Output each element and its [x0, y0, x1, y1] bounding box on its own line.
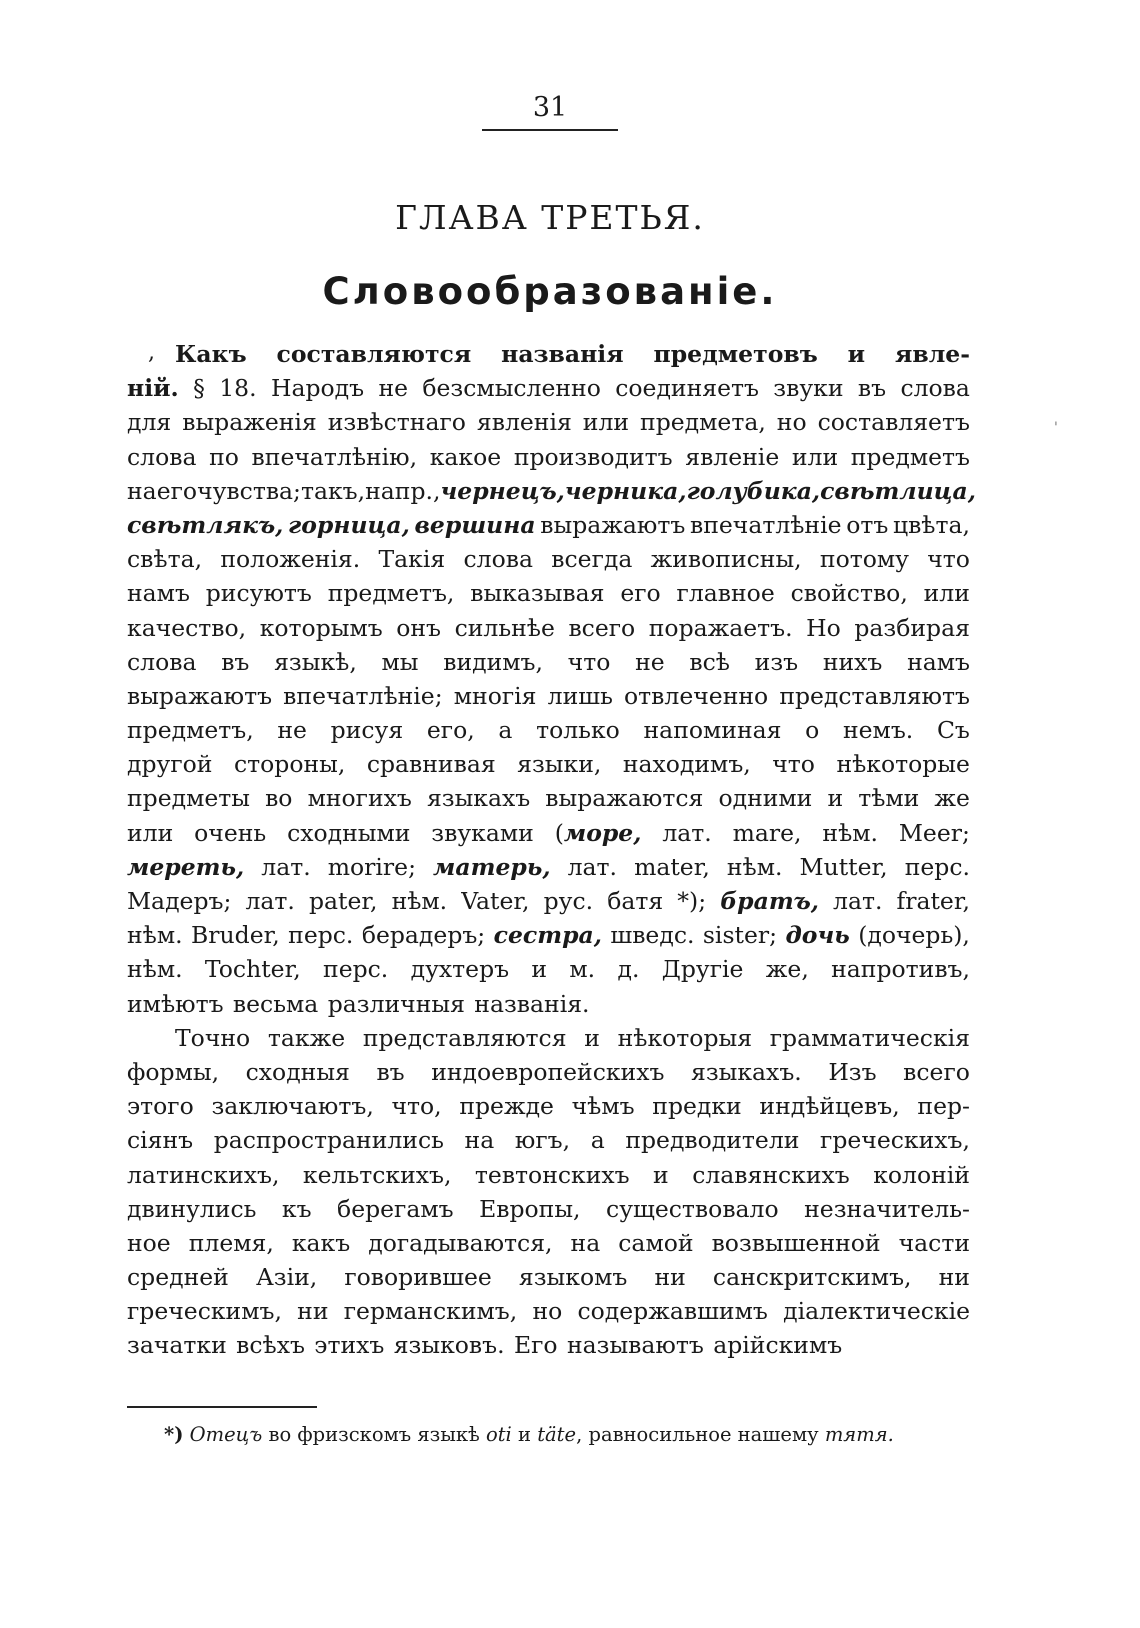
- word: нѣм.: [127, 955, 183, 984]
- word: перс.: [288, 921, 354, 950]
- word: зачатки: [127, 1331, 227, 1360]
- word: ное: [127, 1228, 171, 1257]
- word: что: [927, 545, 970, 574]
- word: его,: [426, 716, 475, 745]
- word: лишь: [547, 681, 613, 710]
- word: потому: [819, 545, 909, 574]
- word: братъ,: [720, 887, 819, 915]
- word: одними: [718, 784, 813, 813]
- word: свѣтлица,: [820, 476, 976, 505]
- word: видимъ,: [443, 647, 543, 676]
- word: pater,: [308, 887, 378, 915]
- word: Мадеръ;: [127, 887, 232, 915]
- word: его: [620, 579, 661, 608]
- text-line: [127, 371, 970, 405]
- margin-speck: ': [1054, 420, 1058, 436]
- word: сходныя: [245, 1057, 350, 1086]
- word: голубика,: [686, 476, 821, 505]
- word: что,: [391, 1092, 442, 1121]
- word: тѣми: [858, 784, 920, 813]
- word: такъ,: [300, 476, 366, 505]
- text-line: [127, 576, 970, 610]
- footnote-fragment: Отецъ: [189, 1423, 263, 1446]
- word: очень: [194, 818, 267, 847]
- word: племя,: [188, 1228, 274, 1257]
- word: всегда: [551, 545, 633, 574]
- word: рисуютъ: [205, 579, 312, 608]
- footnote-fragment: во фризскомъ языкѣ: [262, 1423, 486, 1446]
- text-line: [127, 1055, 970, 1089]
- word: на: [570, 1228, 601, 1257]
- word: для: [127, 408, 172, 437]
- word: mare,: [732, 818, 802, 847]
- word: югъ,: [514, 1126, 571, 1155]
- word: языкомъ: [518, 1263, 628, 1292]
- word: Его: [513, 1331, 558, 1360]
- word: главное: [676, 579, 775, 608]
- word: называютъ: [566, 1331, 704, 1360]
- word: матерь,: [433, 852, 551, 881]
- word: духтеръ: [410, 955, 510, 984]
- word: діалектическіе: [783, 1297, 970, 1326]
- word: другой: [127, 750, 213, 779]
- word: двинулись: [127, 1194, 257, 1223]
- word: чернецъ,: [440, 476, 565, 505]
- margin-mark: ,: [148, 340, 155, 365]
- word: явленія: [476, 408, 572, 437]
- word: черника,: [564, 476, 687, 505]
- word: выражаются: [545, 784, 704, 813]
- word: не: [378, 374, 409, 403]
- word: лат.: [662, 818, 712, 847]
- word: названія.: [474, 989, 590, 1018]
- word: предводители: [625, 1126, 800, 1155]
- footnote-fragment: и: [511, 1423, 538, 1446]
- word: представляются: [362, 1023, 567, 1052]
- word: предметъ,: [327, 579, 455, 608]
- text-line: [127, 918, 970, 952]
- word: составляетъ: [817, 408, 970, 437]
- word: къ: [281, 1194, 312, 1223]
- word: мереть,: [127, 852, 245, 881]
- word: Изъ: [828, 1057, 877, 1086]
- text-line: [127, 816, 970, 850]
- word: выражаютъ: [127, 681, 273, 710]
- word: или: [791, 442, 839, 471]
- word: м.: [569, 955, 596, 984]
- word: свѣтлякъ,: [127, 510, 284, 539]
- word: о: [805, 716, 820, 745]
- word: имѣютъ: [127, 989, 224, 1018]
- chapter-title: ГЛАВА ТРЕТЬЯ.: [395, 198, 705, 237]
- word: этого: [127, 1092, 194, 1121]
- text-line: [127, 884, 970, 918]
- word: но: [776, 408, 807, 437]
- word: нѣкоторыя: [617, 1023, 753, 1052]
- word: д.: [617, 955, 640, 984]
- word: распространились: [213, 1126, 444, 1155]
- word: берегамъ: [337, 1194, 454, 1223]
- word: впечатлѣніе: [689, 510, 842, 539]
- word: извѣстнаго: [327, 408, 466, 437]
- footnote-marker: *): [164, 1423, 184, 1446]
- word: Такія: [378, 545, 446, 574]
- word: цвѣта,: [892, 510, 970, 539]
- word: названія: [501, 340, 624, 368]
- text-line: [127, 952, 970, 986]
- word: *);: [677, 887, 707, 915]
- word: какое: [429, 442, 502, 471]
- word: morire;: [327, 852, 416, 881]
- word: звуками: [431, 818, 534, 847]
- word: изъ: [754, 647, 799, 676]
- text-line: [127, 1192, 970, 1226]
- footnote-text: [183, 1423, 893, 1446]
- word: качество,: [127, 613, 247, 642]
- word: предметъ,: [127, 716, 254, 745]
- text-line: [127, 337, 970, 371]
- word: берадеръ;: [361, 921, 486, 950]
- word: батя: [607, 887, 664, 915]
- word: также: [267, 1023, 346, 1052]
- page-number: 31: [532, 92, 568, 123]
- word: части: [898, 1228, 970, 1257]
- word: этихъ: [314, 1331, 385, 1360]
- word: арійскимъ: [713, 1331, 843, 1360]
- word: выраженія: [182, 408, 317, 437]
- word: (дочерь),: [858, 921, 970, 950]
- word: а: [590, 1126, 605, 1155]
- word: свѣта,: [127, 545, 203, 574]
- word: Mutter,: [799, 852, 888, 881]
- word: языкахъ: [426, 784, 531, 813]
- word: колоній: [873, 1160, 970, 1189]
- word: содержавшимъ: [577, 1297, 768, 1326]
- word: во: [265, 784, 293, 813]
- word: соединяетъ: [615, 374, 759, 403]
- text-line: [127, 405, 970, 439]
- body-text: [127, 337, 976, 1363]
- word: существовало: [606, 1194, 779, 1223]
- word: только: [536, 716, 620, 745]
- word: Какъ: [175, 340, 247, 368]
- word: ни: [938, 1263, 970, 1292]
- word: и: [584, 1023, 600, 1052]
- word: Народъ: [270, 374, 365, 403]
- word: заключаютъ,: [211, 1092, 374, 1121]
- word: догадываются,: [368, 1228, 553, 1257]
- section-title: Словообразованiе.: [322, 270, 778, 313]
- word: Meer;: [898, 818, 970, 847]
- word: разбирая: [854, 613, 970, 642]
- word: явле-: [895, 340, 970, 368]
- word: всѣ: [689, 647, 730, 676]
- word: рисуя: [330, 716, 404, 745]
- word: ни: [654, 1263, 686, 1292]
- word: греческимъ,: [127, 1297, 282, 1326]
- word: отъ: [846, 510, 889, 539]
- word: сіянъ: [127, 1126, 194, 1155]
- word: и: [827, 784, 844, 813]
- word: выражаютъ: [540, 510, 686, 539]
- word: Точно: [175, 1023, 251, 1052]
- word: на: [464, 1126, 495, 1155]
- word: sister;: [702, 921, 778, 950]
- word: возвышенной: [711, 1228, 881, 1257]
- word: шведс.: [610, 921, 695, 950]
- word: лат.: [245, 887, 295, 915]
- text-line: [127, 679, 970, 713]
- word: вершина: [414, 510, 536, 539]
- word: явленіе: [685, 442, 780, 471]
- text-line: [127, 747, 970, 781]
- word: славянскихъ: [692, 1160, 850, 1189]
- word: сестра,: [493, 921, 602, 950]
- word: нѣкоторые: [836, 750, 970, 779]
- word: на: [127, 476, 157, 505]
- word: и: [847, 340, 866, 368]
- word: Азіи,: [255, 1263, 318, 1292]
- word: ни: [297, 1297, 329, 1326]
- word: выказывая: [470, 579, 605, 608]
- word: ній.: [127, 374, 179, 403]
- word: что: [772, 750, 815, 779]
- word: прежде: [459, 1092, 554, 1121]
- word: рус.: [543, 887, 594, 915]
- word: чѣмъ: [571, 1092, 635, 1121]
- footnote-fragment: тятя.: [824, 1423, 894, 1446]
- word: Vater,: [461, 887, 530, 915]
- word: звуки: [773, 374, 844, 403]
- word: всего: [903, 1057, 970, 1086]
- word: сходными: [287, 818, 411, 847]
- word: безсмысленно: [422, 374, 601, 403]
- word: греческихъ,: [820, 1126, 970, 1155]
- word: слова: [900, 374, 970, 403]
- word: впечатлѣнію,: [251, 442, 418, 471]
- word: положенія.: [220, 545, 361, 574]
- footnote-fragment: oti: [485, 1423, 512, 1446]
- paragraph-2: [127, 1021, 970, 1363]
- word: перс.: [904, 852, 970, 881]
- word: въ: [221, 647, 250, 676]
- word: впечатлѣніе;: [283, 681, 443, 710]
- word: нихъ: [822, 647, 883, 676]
- word: лат.: [261, 852, 311, 881]
- word: слова: [463, 545, 533, 574]
- word: дочь: [785, 921, 850, 950]
- word: грамматическія: [769, 1023, 970, 1052]
- word: отвлеченно: [624, 681, 769, 710]
- paragraph-1: [127, 337, 976, 1021]
- word: латинскихъ,: [127, 1160, 280, 1189]
- word: представляютъ: [779, 681, 970, 710]
- word: въ: [376, 1057, 405, 1086]
- word: а: [498, 716, 513, 745]
- word: или: [923, 579, 970, 608]
- text-line: [127, 440, 970, 474]
- footnote-rule: [127, 1406, 317, 1408]
- word: предметъ: [850, 442, 970, 471]
- word: нѣм.: [127, 921, 183, 950]
- word: стороны,: [233, 750, 346, 779]
- word: говорившее: [344, 1263, 492, 1292]
- word: напр.,: [365, 476, 441, 505]
- word: напоминая: [643, 716, 782, 745]
- text-line: [127, 1328, 970, 1362]
- word: многихъ: [307, 784, 412, 813]
- word: формы,: [127, 1057, 220, 1086]
- word: и: [653, 1160, 669, 1189]
- word: нѣм.: [391, 887, 448, 915]
- word: не: [635, 647, 665, 676]
- word: языкѣ,: [274, 647, 357, 676]
- word: которымъ: [259, 613, 383, 642]
- text-line: [127, 645, 970, 679]
- word: мы: [381, 647, 419, 676]
- text-line: [127, 1123, 970, 1157]
- text-line: [127, 1260, 970, 1294]
- word: сравнивая: [366, 750, 496, 779]
- word: намъ: [127, 579, 190, 608]
- text-line: [127, 1294, 970, 1328]
- word: пер-: [917, 1092, 970, 1121]
- word: языкахъ.: [691, 1057, 802, 1086]
- word: свойство,: [790, 579, 908, 608]
- text-line: [127, 987, 970, 1021]
- text-line: [127, 850, 970, 884]
- word: немъ.: [842, 716, 914, 745]
- word: въ: [857, 374, 887, 403]
- text-line: [127, 713, 970, 747]
- word: или: [582, 408, 630, 437]
- word: индѣйцевъ,: [759, 1092, 900, 1121]
- word: же: [934, 784, 970, 813]
- word: горница,: [288, 510, 410, 539]
- text-line: [127, 542, 970, 576]
- word: средней: [127, 1263, 229, 1292]
- footnote-fragment: , равносильное нашему: [576, 1423, 825, 1446]
- word: чувства;: [197, 476, 301, 505]
- word: весьма: [232, 989, 319, 1018]
- word: §: [193, 374, 205, 403]
- word: языковъ.: [393, 1331, 505, 1360]
- word: производитъ: [513, 442, 673, 471]
- word: предмета,: [640, 408, 766, 437]
- word: намъ: [907, 647, 970, 676]
- word: Но: [806, 613, 841, 642]
- word: и: [531, 955, 548, 984]
- word: frater,: [896, 887, 970, 915]
- word: предки: [652, 1092, 742, 1121]
- word: слова: [127, 442, 197, 471]
- text-line: [127, 1226, 970, 1260]
- text-line: [127, 474, 976, 508]
- word: нѣм.: [822, 818, 878, 847]
- word: напротивъ,: [831, 955, 970, 984]
- word: слова: [127, 647, 197, 676]
- text-line: [127, 508, 970, 542]
- word: нѣм.: [726, 852, 783, 881]
- word: Другіе: [661, 955, 744, 984]
- word: кельтскихъ,: [302, 1160, 452, 1189]
- word: живописны,: [650, 545, 802, 574]
- word: 18.: [219, 374, 257, 403]
- word: Съ: [936, 716, 970, 745]
- word: перс.: [323, 955, 389, 984]
- word: Tochter,: [204, 955, 301, 984]
- word: но: [532, 1297, 563, 1326]
- text-line: [127, 611, 970, 645]
- footnote: [164, 1423, 964, 1446]
- word: различныя: [327, 989, 465, 1018]
- text-line: [127, 781, 970, 815]
- text-line: [127, 1021, 970, 1055]
- word: что: [567, 647, 611, 676]
- word: поражаетъ.: [648, 613, 793, 642]
- word: же,: [765, 955, 809, 984]
- word: Bruder,: [191, 921, 280, 950]
- text-line: [127, 1158, 970, 1192]
- footnote-fragment: täte: [537, 1423, 577, 1446]
- text-line: [127, 1089, 970, 1123]
- word: лат.: [833, 887, 883, 915]
- word: Европы,: [479, 1194, 581, 1223]
- word: какъ: [291, 1228, 351, 1257]
- word: составляются: [276, 340, 472, 368]
- word: индоевропейскихъ: [431, 1057, 665, 1086]
- word: всѣхъ: [236, 1331, 305, 1360]
- word: языки,: [517, 750, 602, 779]
- word: самой: [618, 1228, 694, 1257]
- word: или: [127, 818, 174, 847]
- word: находимъ,: [622, 750, 751, 779]
- word: германскимъ,: [343, 1297, 518, 1326]
- word: многія: [453, 681, 537, 710]
- page-number-rule: [482, 129, 618, 131]
- word: предметовъ: [653, 340, 818, 368]
- word: онъ: [396, 613, 442, 642]
- word: всего: [568, 613, 636, 642]
- word: сильнѣе: [454, 613, 555, 642]
- word: лат.: [567, 852, 618, 881]
- word: тевтонскихъ: [474, 1160, 630, 1189]
- word: mater,: [634, 852, 710, 881]
- word: санскритскимъ,: [712, 1263, 912, 1292]
- word: (море,: [554, 818, 642, 847]
- word: его: [156, 476, 198, 505]
- word: не: [277, 716, 307, 745]
- word: незначитель-: [804, 1194, 970, 1223]
- word: по: [209, 442, 239, 471]
- word: предметы: [127, 784, 250, 813]
